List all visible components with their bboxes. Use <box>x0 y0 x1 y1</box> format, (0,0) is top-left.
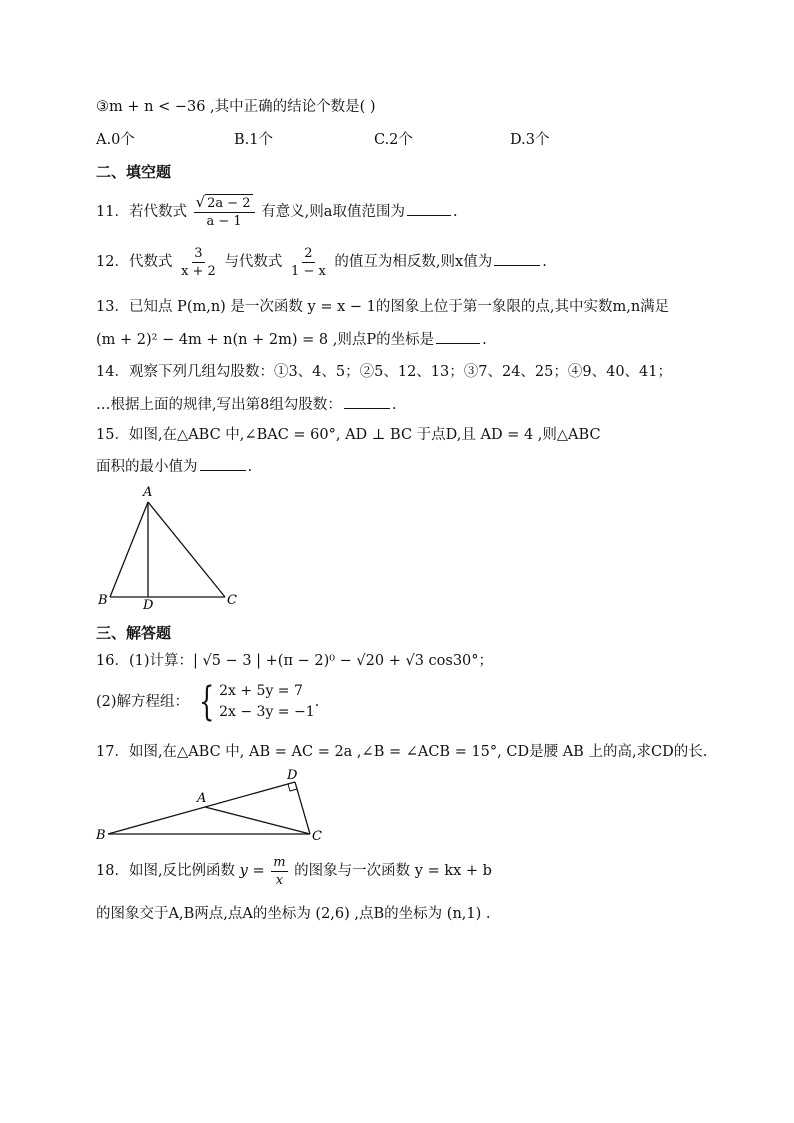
fig15-label-d: D <box>143 598 154 612</box>
question-11 <box>96 193 458 231</box>
q10-option-a: A.0个 <box>96 132 135 148</box>
q12-f1-numerator: 3 <box>194 245 203 261</box>
q12-f2-denominator: 1 − x <box>291 263 326 279</box>
q16-part2-label: (2)解方程组： <box>96 694 190 710</box>
q10-option-b: B.1个 <box>234 132 273 148</box>
q13-condition: (m + 2)² − 4m + n(n + 2m) = 8 ,则点P的坐标是 <box>96 332 435 348</box>
q14-line-1: 14．观察下列几组勾股数：①3、4、5；②5、12、13；③7、24、25；④9、40、41； <box>96 364 673 380</box>
fig17-label-b: B <box>96 828 106 842</box>
q16-end: . <box>314 694 320 710</box>
q13-end: . <box>482 332 487 348</box>
q11-denominator: a − 1 <box>206 214 242 229</box>
q18-prefix: 18．如图,反比例函数 <box>96 863 236 879</box>
question-17: 17．如图,在△ABC 中, AB = AC = 2a ,∠B = ∠ACB = 15°, CD是腰 AB 上的高,求CD的长. <box>96 744 708 760</box>
fig15-label-c: C <box>227 593 237 608</box>
fig17-side-ac <box>205 807 310 834</box>
q16-equation-system: { 2x + 5y = 7 2x − 3y = −1 <box>198 679 315 725</box>
q12-fraction-2 <box>289 245 328 280</box>
q15-line-2 <box>96 456 252 477</box>
q11-answer-blank[interactable] <box>407 201 451 216</box>
q18-line-1 <box>96 852 492 890</box>
q13-line-2 <box>96 329 487 350</box>
section-fill-in-title: 二、填空题 <box>96 163 172 181</box>
fig15-side-ac <box>148 502 225 597</box>
q18-numerator: m <box>273 854 286 870</box>
q12-f1-denominator: x + 2 <box>181 263 216 279</box>
figure-15-triangle <box>90 482 250 612</box>
q18-y-eq: y = <box>239 863 265 879</box>
q16-part-1: 16．(1)计算：| √5 − 3 | +(π − 2)⁰ − √20 + √3 cos30°； <box>96 653 494 669</box>
q12-fraction-1 <box>179 245 218 280</box>
fig15-side-ab <box>110 502 148 597</box>
q18-fraction <box>271 854 287 889</box>
q15-line-1: 15．如图,在△ABC 中,∠BAC = 60°, AD ⊥ BC 于点D,且 AD = 4 ,则△ABC <box>96 427 601 443</box>
q12-f2-numerator: 2 <box>304 245 313 261</box>
q14-prompt: …根据上面的规律,写出第8组勾股数： <box>96 397 342 413</box>
q12-prefix: 12．代数式 <box>96 254 173 270</box>
q11-end: . <box>452 204 458 220</box>
fig15-label-b: B <box>98 593 108 608</box>
q12-end: . <box>542 254 547 270</box>
q12-suffix: 的值互为相反数,则x值为 <box>334 254 493 270</box>
q13-line-1: 13．已知点 P(m,n) 是一次函数 y = x − 1的图象上位于第一象限的点,其中实数m,n满足 <box>96 299 670 315</box>
q15-end: . <box>247 459 253 475</box>
q13-answer-blank[interactable] <box>436 329 480 344</box>
q16-equation-2: 2x − 3y = −1 <box>219 704 315 720</box>
figure-17-triangle <box>90 767 340 842</box>
q10-option-d: D.3个 <box>510 132 550 148</box>
fig15-label-a: A <box>143 485 153 500</box>
q11-fraction: $\frac{√ 2a - 2}{a - 1}$ <box>194 194 255 230</box>
q11-radicand: 2a − 2 <box>207 196 251 211</box>
q10-conditions: ③m + n < −36 ,其中正确的结论个数是( ) <box>96 99 376 115</box>
q14-answer-blank[interactable] <box>344 394 390 409</box>
q11-suffix: 有意义,则a取值范围为 <box>261 204 405 220</box>
q18-line-2: 的图象交于A,B两点,点A的坐标为 (2,6) ,点B的坐标为 (n,1) . <box>96 906 491 922</box>
q15-prompt: 面积的最小值为 <box>96 459 198 475</box>
fig17-label-c: C <box>312 829 322 842</box>
q15-answer-blank[interactable] <box>200 456 246 471</box>
q14-line-2 <box>96 394 396 415</box>
q14-end: . <box>391 397 397 413</box>
q16-part-2 <box>96 680 319 724</box>
section-solve-title: 三、解答题 <box>96 624 172 642</box>
q18-denominator: x <box>275 872 284 888</box>
question-12 <box>96 243 547 281</box>
q12-middle: 与代数式 <box>224 254 283 270</box>
q11-prefix: 11．若代数式 <box>96 204 187 220</box>
fig17-label-d: D <box>287 768 298 783</box>
fig17-altitude-cd <box>295 782 310 834</box>
q12-answer-blank[interactable] <box>494 251 540 266</box>
fig17-line-bd <box>108 782 295 834</box>
fig17-label-a: A <box>197 791 207 806</box>
q18-suffix: 的图象与一次函数 y = kx + b <box>294 863 492 879</box>
q16-equation-1: 2x + 5y = 7 <box>219 683 303 699</box>
q10-option-c: C.2个 <box>374 132 413 148</box>
